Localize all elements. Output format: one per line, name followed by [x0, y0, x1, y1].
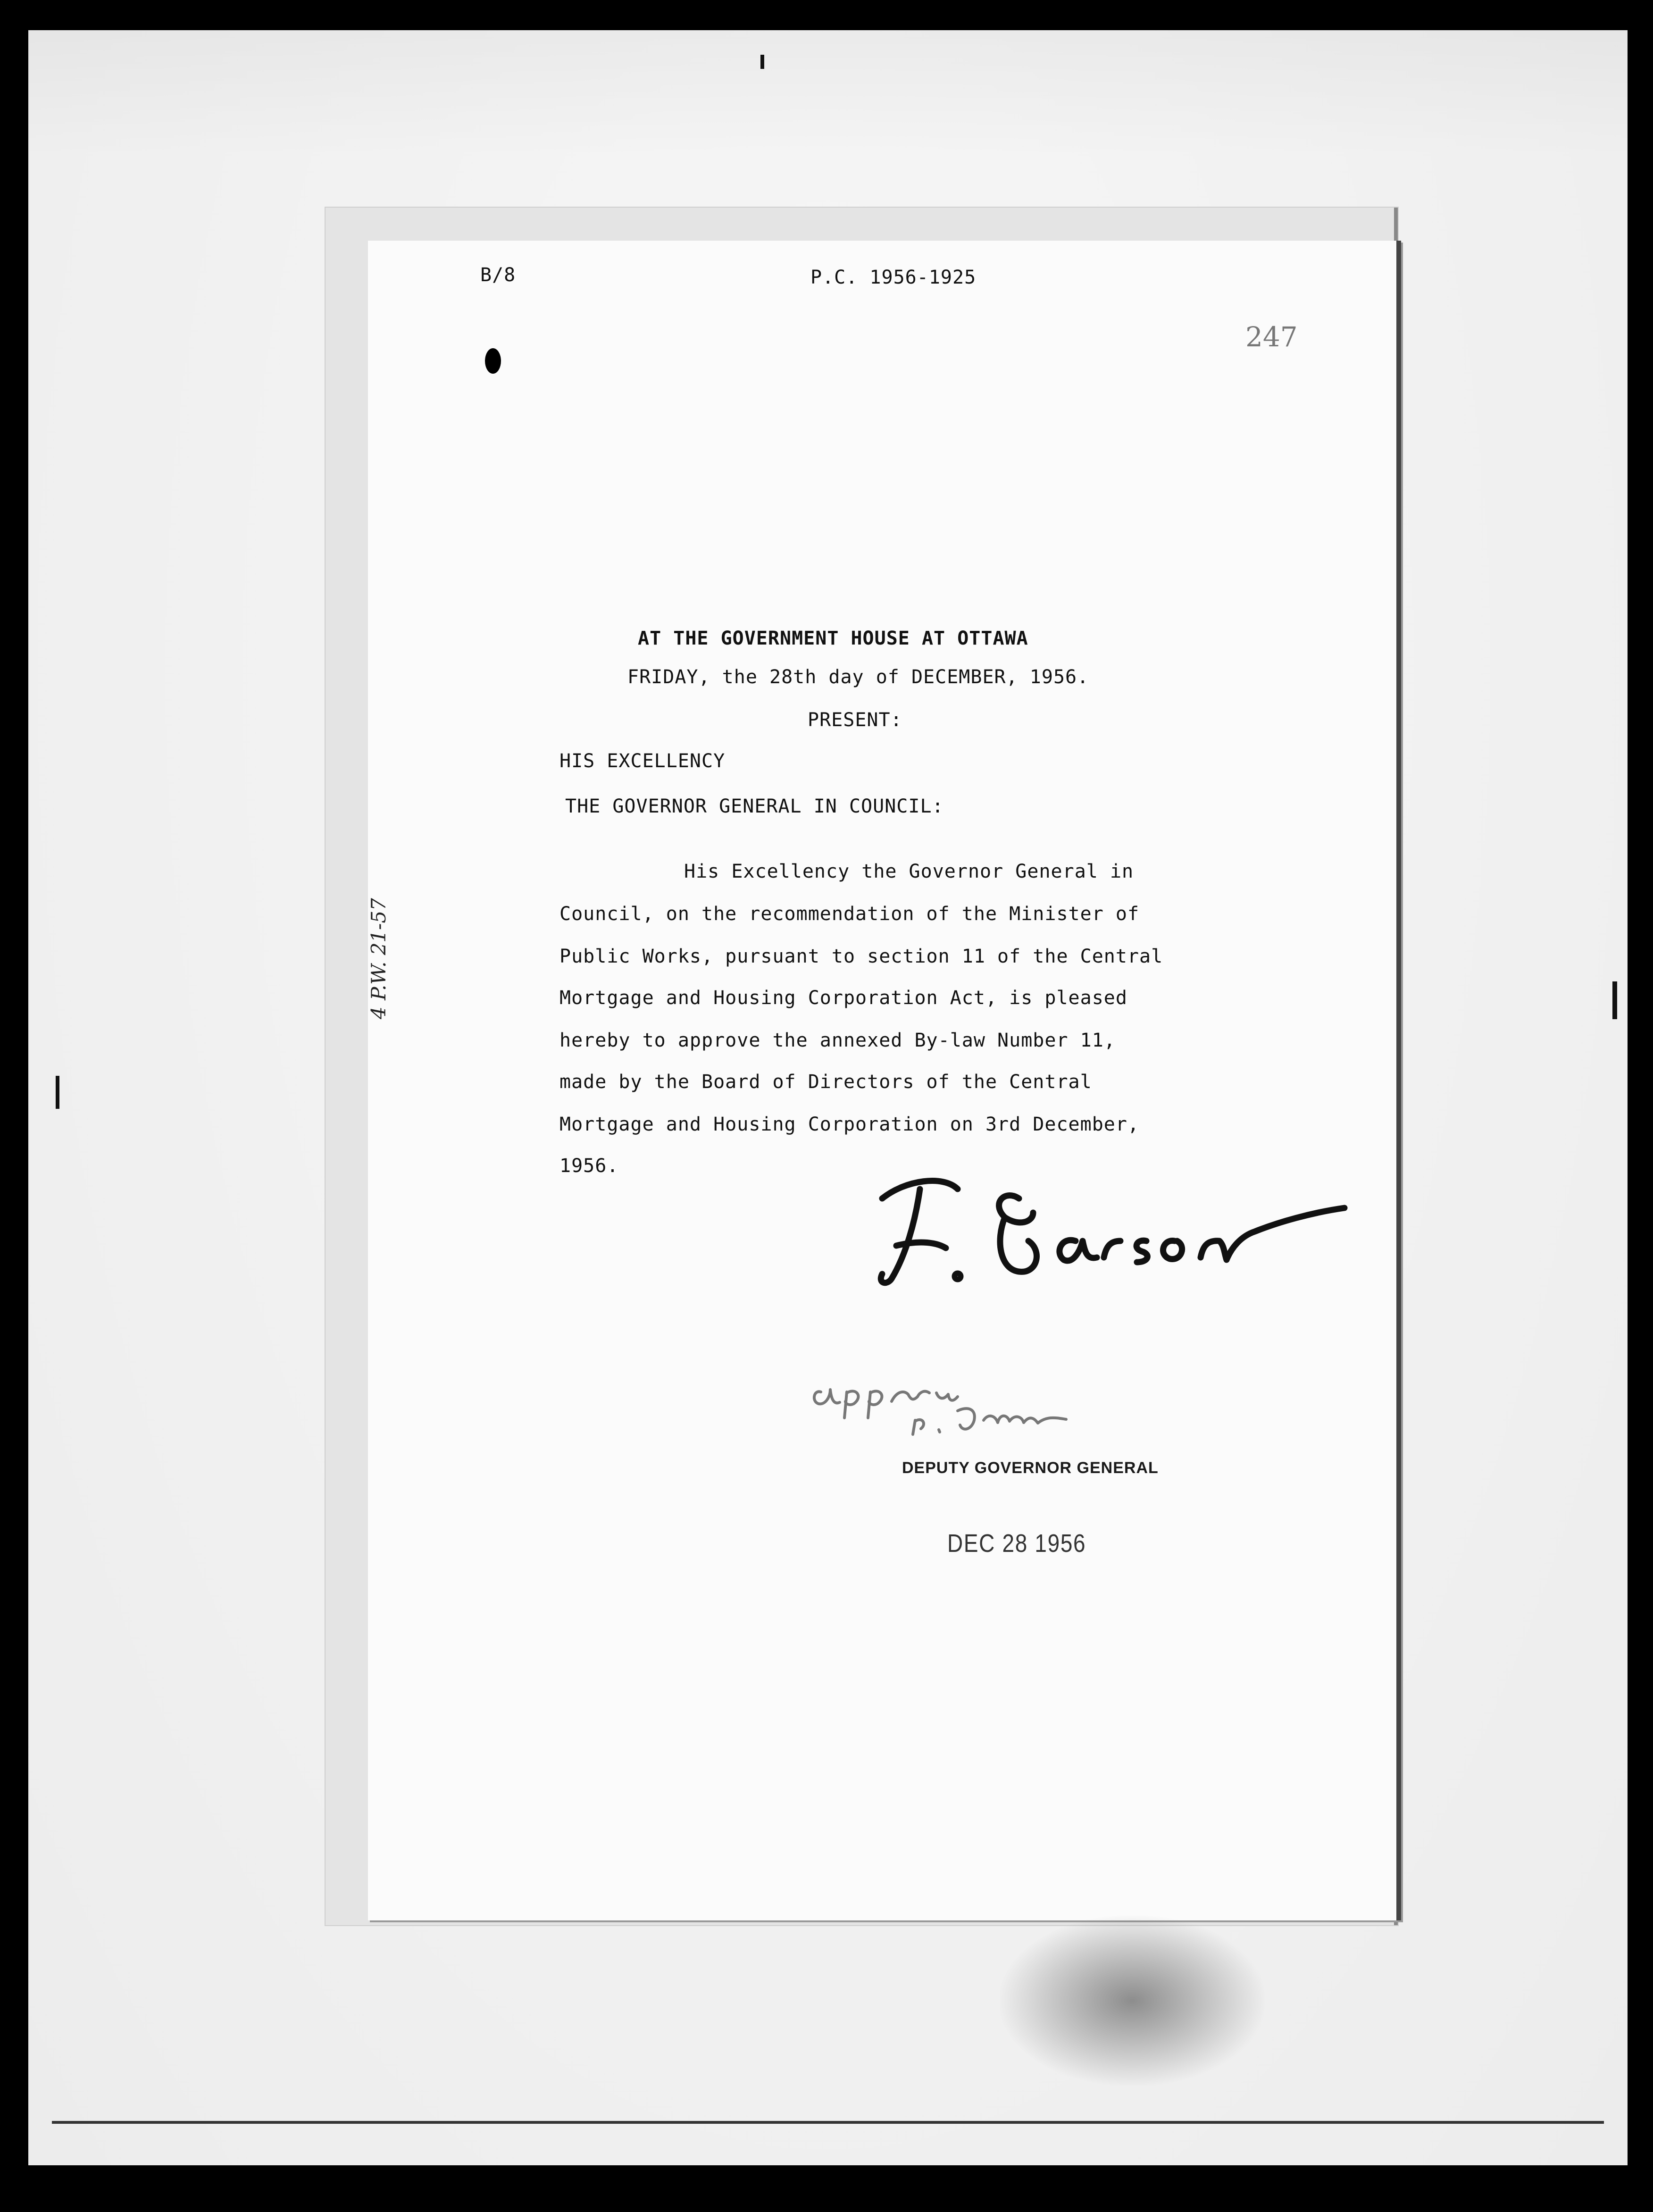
- stamp-label: DEPUTY GOVERNOR GENERAL: [902, 1459, 1159, 1477]
- scan-border-line: [52, 2121, 1604, 2124]
- body-line: made by the Board of Directors of the Central: [559, 1071, 1092, 1093]
- body-line: Mortgage and Housing Corporation on 3rd December,: [559, 1114, 1140, 1135]
- scan-mark: [56, 1076, 59, 1109]
- header-line2: FRIDAY, the 28th day of DECEMBER, 1956.: [627, 666, 1089, 688]
- present-label: PRESENT:: [808, 709, 902, 731]
- scan-smudge: [1000, 1916, 1264, 2086]
- header-line1: AT THE GOVERNMENT HOUSE AT OTTAWA: [638, 628, 1028, 649]
- body-line: His Excellency the Governor General in: [684, 861, 1134, 882]
- scan-mark: [760, 55, 764, 69]
- body-line: Mortgage and Housing Corporation Act, is pleased: [559, 987, 1127, 1009]
- governor-signature: [863, 1170, 1363, 1293]
- margin-note: 4 P.W. 21-57: [367, 898, 390, 1019]
- stamp-date: DEC 28 1956: [947, 1529, 1086, 1558]
- page-number: 247: [1245, 321, 1298, 353]
- governor-council: THE GOVERNOR GENERAL IN COUNCIL:: [565, 796, 944, 817]
- body-line: Council, on the recommendation of the Minister of: [559, 903, 1140, 925]
- body-line: Public Works, pursuant to section 11 of the Central: [559, 946, 1163, 967]
- his-excellency: HIS EXCELLENCY: [559, 750, 726, 772]
- body-line: 1956.: [559, 1155, 619, 1177]
- scan-mark: [1612, 981, 1617, 1019]
- approval-initials: [811, 1364, 1170, 1439]
- body-line: hereby to approve the annexed By-law Number 11,: [559, 1030, 1116, 1051]
- order-number: P.C. 1956-1925: [810, 267, 977, 288]
- file-code: B/8: [480, 264, 516, 286]
- punch-hole: [485, 348, 501, 374]
